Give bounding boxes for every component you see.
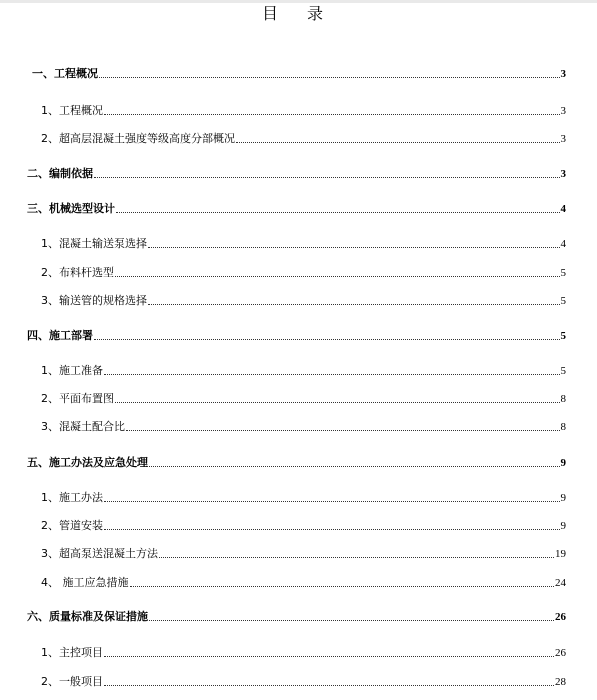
- toc-section-entry[interactable]: [41, 363, 566, 379]
- toc-dot-leader: [104, 645, 554, 657]
- toc-chapter-entry[interactable]: [27, 201, 566, 217]
- toc-page-number: 9: [560, 457, 566, 469]
- toc-page-number: 5: [560, 267, 566, 279]
- toc-entry-label: 2、布料杆选型: [41, 266, 114, 279]
- toc-chapter-entry[interactable]: [27, 609, 566, 625]
- toc-dot-leader: [149, 455, 560, 467]
- toc-dot-leader: [94, 166, 560, 178]
- toc-chapter-entry[interactable]: [27, 455, 566, 471]
- toc-section-entry[interactable]: [41, 546, 566, 562]
- toc-page-number: 5: [560, 365, 566, 377]
- toc-dot-leader: [104, 518, 560, 530]
- toc-page-number: 5: [560, 295, 566, 307]
- toc-dot-leader: [148, 293, 560, 305]
- toc-entry-label: 2、管道安装: [41, 519, 103, 532]
- toc-dot-leader: [104, 674, 554, 686]
- toc-dot-leader: [148, 236, 560, 248]
- toc-dot-leader: [104, 363, 560, 375]
- toc-entry-label: 1、主控项目: [41, 646, 103, 659]
- toc-section-entry[interactable]: [41, 419, 566, 435]
- toc-page-number: 26: [555, 611, 566, 623]
- toc-entry-label: 2、一般项目: [41, 675, 103, 688]
- toc-page-number: 4: [560, 203, 566, 215]
- toc-section-entry[interactable]: [41, 293, 566, 309]
- toc-entry-label: 2、平面布置图: [41, 392, 114, 405]
- toc-dot-leader: [115, 265, 560, 277]
- toc-dot-leader: [99, 66, 560, 78]
- toc-section-entry[interactable]: [41, 265, 566, 281]
- toc-entry-label: 五、施工办法及应急处理: [27, 456, 148, 469]
- toc-page-number: 26: [555, 647, 566, 659]
- toc-chapter-entry[interactable]: [27, 328, 566, 344]
- toc-dot-leader: [130, 575, 555, 587]
- toc-entry-label: 1、施工准备: [41, 364, 103, 377]
- toc-entry-label: 四、施工部署: [27, 329, 93, 342]
- toc-dot-leader: [115, 391, 560, 403]
- toc-page-number: 3: [560, 133, 566, 145]
- toc-entry-label: 1、施工办法: [41, 491, 103, 504]
- toc-page-number: 9: [560, 492, 566, 504]
- toc-chapter-entry[interactable]: [32, 66, 566, 82]
- toc-entry-label: 三、机械选型设计: [27, 202, 115, 215]
- toc-section-entry[interactable]: [41, 674, 566, 690]
- toc-dot-leader: [126, 419, 560, 431]
- toc-section-entry[interactable]: [41, 236, 566, 252]
- toc-page-number: 28: [555, 676, 566, 688]
- toc-entry-label: 4、 施工应急措施: [41, 576, 129, 589]
- toc-entry-label: 3、超高泵送混凝土方法: [41, 547, 158, 560]
- toc-entry-label: 1、工程概况: [41, 104, 103, 117]
- toc-title: 目 录: [261, 4, 336, 23]
- toc-section-entry[interactable]: [41, 575, 566, 591]
- toc-section-entry[interactable]: [41, 490, 566, 506]
- toc-page-number: 3: [560, 68, 566, 80]
- toc-page-number: 5: [560, 330, 566, 342]
- toc-chapter-entry[interactable]: [27, 166, 566, 182]
- toc-entry-label: 六、质量标准及保证措施: [27, 610, 148, 623]
- toc-section-entry[interactable]: [41, 391, 566, 407]
- toc-dot-leader: [104, 103, 560, 115]
- toc-page-number: 8: [560, 421, 566, 433]
- toc-page-number: 19: [555, 548, 566, 560]
- toc-page-number: 3: [560, 105, 566, 117]
- toc-entry-label: 一、工程概况: [32, 67, 98, 80]
- toc-dot-leader: [149, 609, 554, 621]
- toc-dot-leader: [116, 201, 560, 213]
- toc-entry-label: 3、输送管的规格选择: [41, 294, 147, 307]
- toc-entry-label: 1、混凝土输送泵选择: [41, 237, 147, 250]
- toc-entry-label: 2、超高层混凝土强度等级高度分部概况: [41, 132, 235, 145]
- toc-dot-leader: [104, 490, 560, 502]
- toc-section-entry[interactable]: [41, 131, 566, 147]
- toc-section-entry[interactable]: [41, 103, 566, 119]
- toc-page-number: 3: [560, 168, 566, 180]
- toc-dot-leader: [236, 131, 560, 143]
- toc-section-entry[interactable]: [41, 645, 566, 661]
- toc-page-number: 9: [560, 520, 566, 532]
- toc-entry-label: 3、混凝土配合比: [41, 420, 125, 433]
- toc-entry-label: 二、编制依据: [27, 167, 93, 180]
- toc-page-number: 24: [555, 577, 566, 589]
- toc-dot-leader: [159, 546, 554, 558]
- toc-page-number: 8: [560, 393, 566, 405]
- toc-dot-leader: [94, 328, 560, 340]
- toc-section-entry[interactable]: [41, 518, 566, 534]
- toc-page-number: 4: [560, 238, 566, 250]
